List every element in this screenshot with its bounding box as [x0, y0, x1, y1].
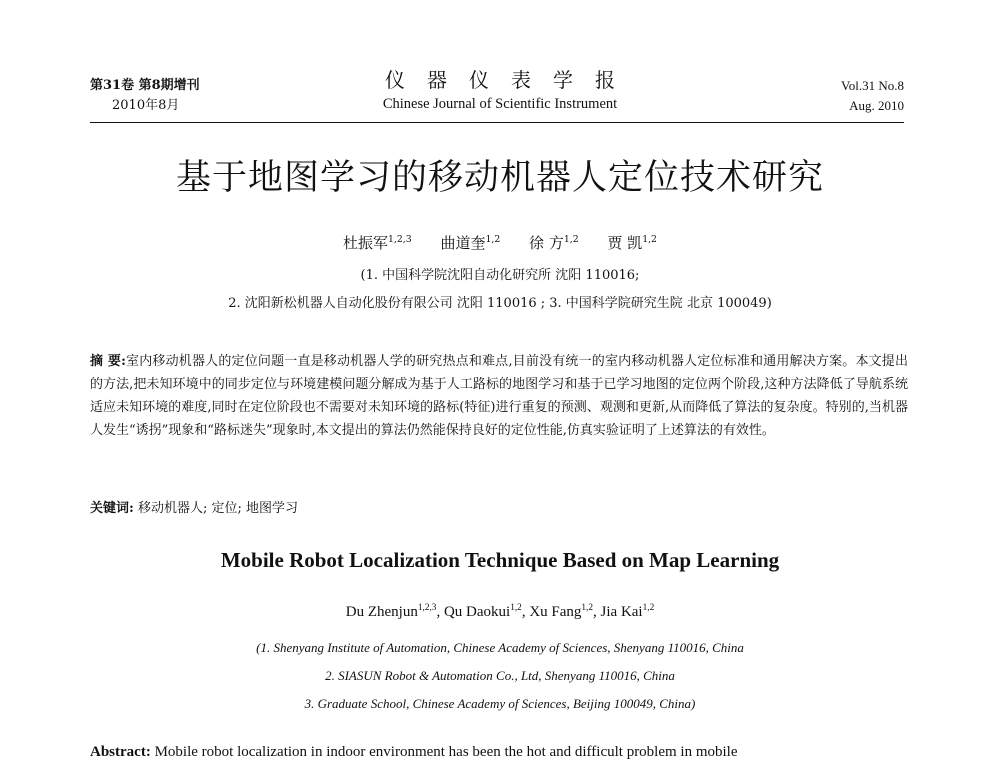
authors-cn [0, 232, 1000, 253]
author-en: Xu Fang$^{1,2}$ [529, 603, 594, 620]
abstract-cn-label: 摘 要: [90, 354, 126, 369]
volume-en: Vol.31 No.8 [841, 78, 904, 93]
abstract-en-label: Abstract: [90, 744, 151, 760]
affiliation-en-3: 3. Graduate School, Chinese Academy of Sciences, Beijing 100049, China) [304, 696, 696, 711]
journal-name [300, 66, 700, 114]
affiliation-cn-1: (1. 中国科学院沈阳自动化研究所 沈阳 110016; [360, 268, 640, 283]
paper-title-en: Mobile Robot Localization Technique Based on Map Learning [220, 548, 780, 572]
keywords-cn-text: 移动机器人; 定位; 地图学习 [137, 501, 298, 516]
authors-en: Du Zhenjun$^{1,2,3}$, Qu Daokui$^{1,2}$, Xu Fang$^{1,2}$, Jia Kai$^{1,2}$ [345, 603, 655, 620]
affiliation-cn-2: 2. 沈阳新松机器人自动化股份有限公司 沈阳 110016 ; 3. 中国科学院研究生院 北京 100049) [228, 296, 772, 311]
author-cn: 杜振军$^{1,2,3}$ [343, 234, 412, 252]
author-cn: 徐 方$^{1,2}$ [529, 234, 579, 252]
author-en: Qu Daokui$^{1,2}$ [443, 603, 522, 620]
volume-cn: 第31卷 第8期增刊 [90, 78, 200, 93]
date-en: Aug. 2010 [849, 98, 904, 113]
abstract-en [90, 744, 908, 761]
affiliation-en-1: (1. Shenyang Institute of Automation, Chinese Academy of Sciences, Shenyang 110016, China [256, 640, 744, 655]
journal-name-en: Chinese Journal of Scientific Instrument [382, 96, 618, 112]
affiliation-en-2: 2. SIASUN Robot & Automation Co., Ltd, Shenyang 110016, China [325, 668, 675, 683]
abstract-cn [90, 350, 908, 442]
keywords-cn [90, 497, 298, 516]
author-cn: 贾 凯$^{1,2}$ [607, 234, 657, 252]
abstract-en-text: Mobile robot localization in indoor environment has been the hot and difficult problem in mobile [150, 744, 738, 760]
author-cn: 曲道奎$^{1,2}$ [440, 234, 501, 252]
abstract-cn-text: 室内移动机器人的定位问题一直是移动机器人学的研究热点和难点,目前没有统一的室内移动机器人定位标准和通用解决方案。本文提出的方法,把未知环境中的同步定位与环境建模问题分解成为基于人工路标的地图学习和基于已学习地图的定位两个阶段,这种方法降低了导航系统适应未知环境的难度,同时在定位阶段也不需要对未知环境的路标(特征)进行重复的预测、观测和更新,从而降低了算法的复杂度。特别的,当机器人发生“诱拐”现象和“路标迷失”现象时,本文提出的算法仍然能保持良好的定位性能,仿真实验证明了上述算法的有效性。 [90, 354, 908, 438]
journal-name-cn: 仪器仪表学报 [385, 68, 637, 92]
header-divider [90, 122, 904, 123]
author-en: Jia Kai$^{1,2}$ [600, 603, 655, 620]
paper-title-cn: 基于地图学习的移动机器人定位技术研究 [175, 158, 824, 198]
volume-issue-cn [90, 76, 200, 116]
keywords-cn-label: 关键词: [90, 501, 134, 516]
author-en: Du Zhenjun$^{1,2,3}$ [345, 603, 437, 620]
volume-issue-en [841, 76, 904, 116]
date-cn: 2010年8月 [112, 98, 180, 113]
